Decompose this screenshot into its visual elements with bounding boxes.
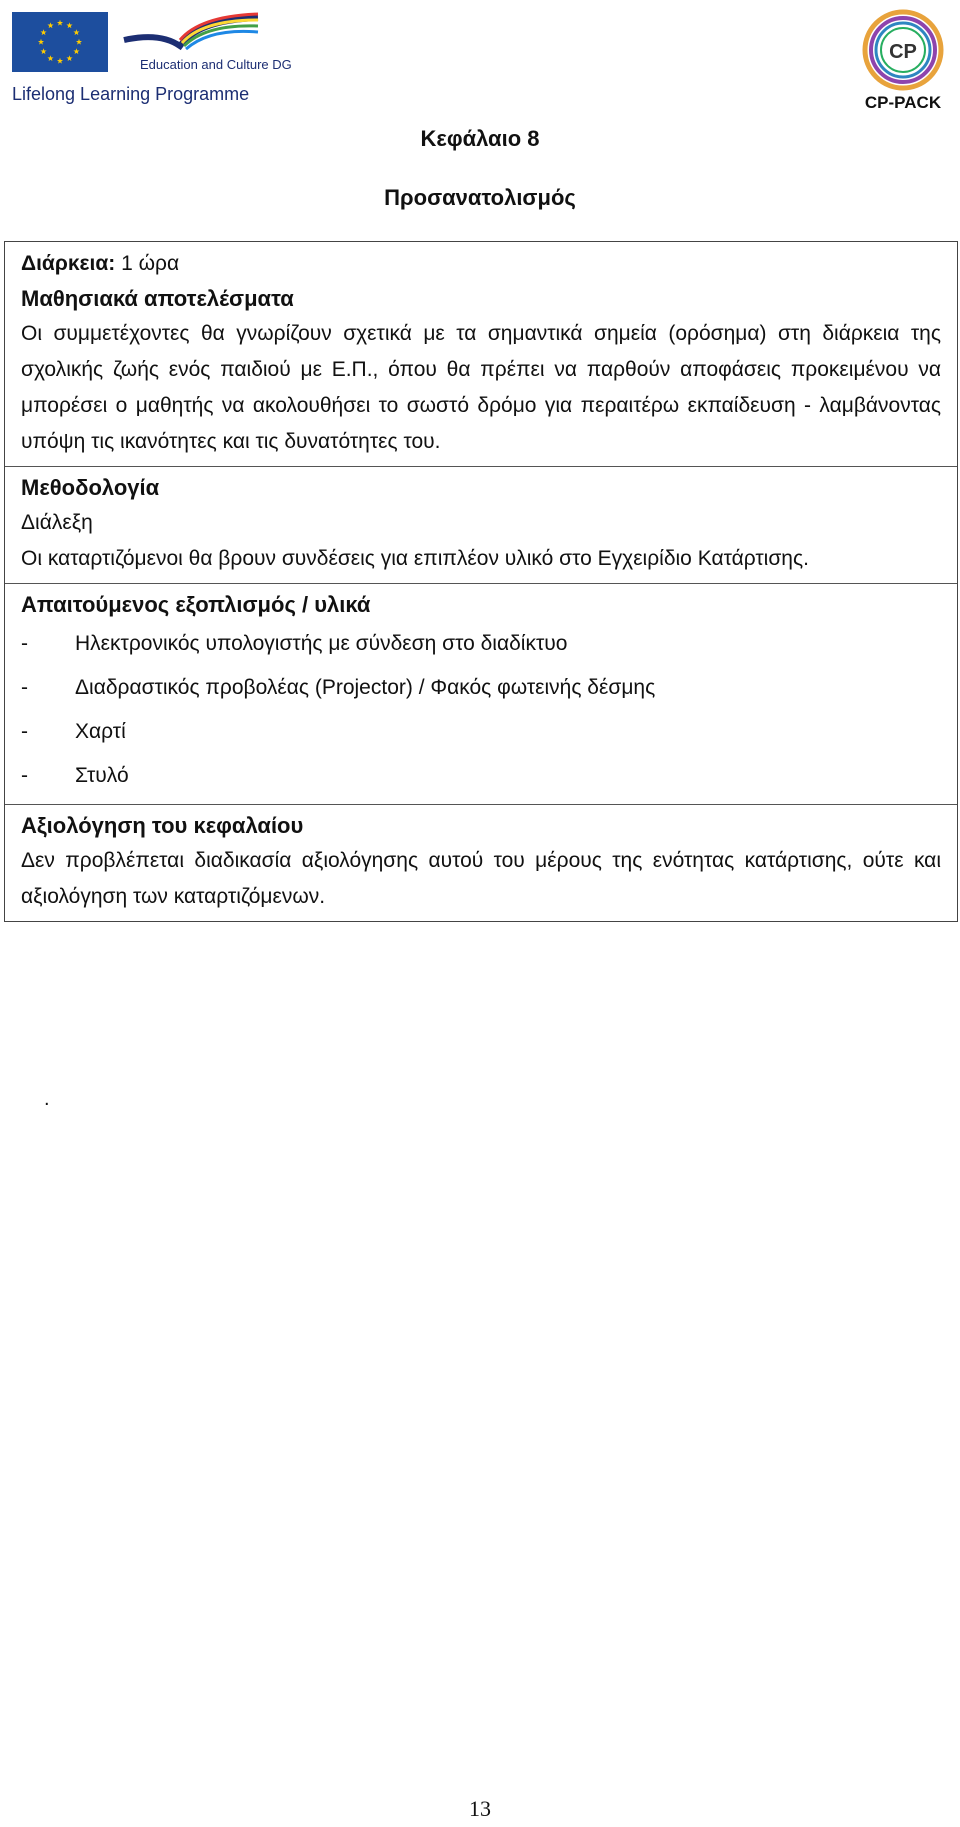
list-item	[21, 622, 941, 666]
svg-text:CP: CP	[889, 41, 917, 63]
education-label: Education and Culture DG	[140, 57, 292, 72]
methodology-section	[5, 467, 957, 584]
list-item-text: Στυλό	[75, 764, 129, 787]
list-bullet: -	[21, 764, 28, 787]
duration-and-outcomes-section	[5, 242, 957, 467]
methodology-heading: Μεθοδολογία	[21, 475, 160, 500]
stray-mark: .	[44, 1088, 50, 1110]
assessment-text: Δεν προβλέπεται διαδικασία αξιολόγησης αυτού του μέρους της ενότητας κατάρτισης, ούτε και αξιολόγηση των καταρτιζόμενων.	[21, 849, 941, 908]
duration-value: 1 ώρα	[115, 252, 180, 275]
duration-line	[21, 246, 941, 282]
methodology-line: Διάλεξη	[21, 511, 93, 534]
programme-label: Lifelong Learning Programme	[12, 84, 250, 104]
duration-label: Διάρκεια:	[21, 252, 116, 275]
assessment-heading: Αξιολόγηση του κεφαλαίου	[21, 813, 304, 838]
chapter-info-table	[4, 241, 958, 922]
list-bullet: -	[21, 632, 28, 655]
list-item	[21, 710, 941, 754]
methodology-line: Οι καταρτιζόμενοι θα βρουν συνδέσεις για επιπλέον υλικό στο Εγχειρίδιο Κατάρτισης.	[21, 547, 809, 570]
assessment-section	[5, 805, 957, 921]
list-item-text: Διαδραστικός προβολέας (Projector) / Φακός φωτεινής δέσμης	[75, 676, 656, 699]
learning-outcomes-heading: Μαθησιακά αποτελέσματα	[21, 286, 294, 311]
learning-outcomes-text: Οι συμμετέχοντες θα γνωρίζουν σχετικά με τα σημαντικά σημεία (ορόσημα) στη διάρκεια της σχολικής ζωής ενός παιδιού με Ε.Π., όπου θα πρέπει να παρθούν αποφάσεις προκειμένου να μπορέσει ο μαθητής να ακολουθήσει το σωστό δρόμο για περαιτέρω εκπαίδευση - λαμβάνοντας υπόψη τις ικανότητες και τις δυνατότητες του.	[21, 322, 941, 453]
list-item-text: Χαρτί	[75, 720, 126, 743]
list-item-text: Ηλεκτρονικός υπολογιστής με σύνδεση στο διαδίκτυο	[75, 632, 568, 655]
equipment-section	[5, 584, 957, 805]
page-number: 13	[469, 1796, 491, 1821]
equipment-heading: Απαιτούμενος εξοπλισμός / υλικά	[21, 592, 371, 617]
list-bullet: -	[21, 676, 28, 699]
llp-swoosh-icon	[120, 10, 260, 56]
list-item	[21, 666, 941, 710]
cp-pack-label: CP-PACK	[864, 93, 942, 112]
chapter-title: Προσανατολισμός	[384, 185, 576, 210]
chapter-number: Κεφάλαιο 8	[420, 126, 540, 151]
list-bullet: -	[21, 720, 28, 743]
list-item	[21, 754, 941, 798]
eu-flag-icon	[12, 12, 108, 72]
cp-pack-logo-icon	[858, 8, 948, 113]
